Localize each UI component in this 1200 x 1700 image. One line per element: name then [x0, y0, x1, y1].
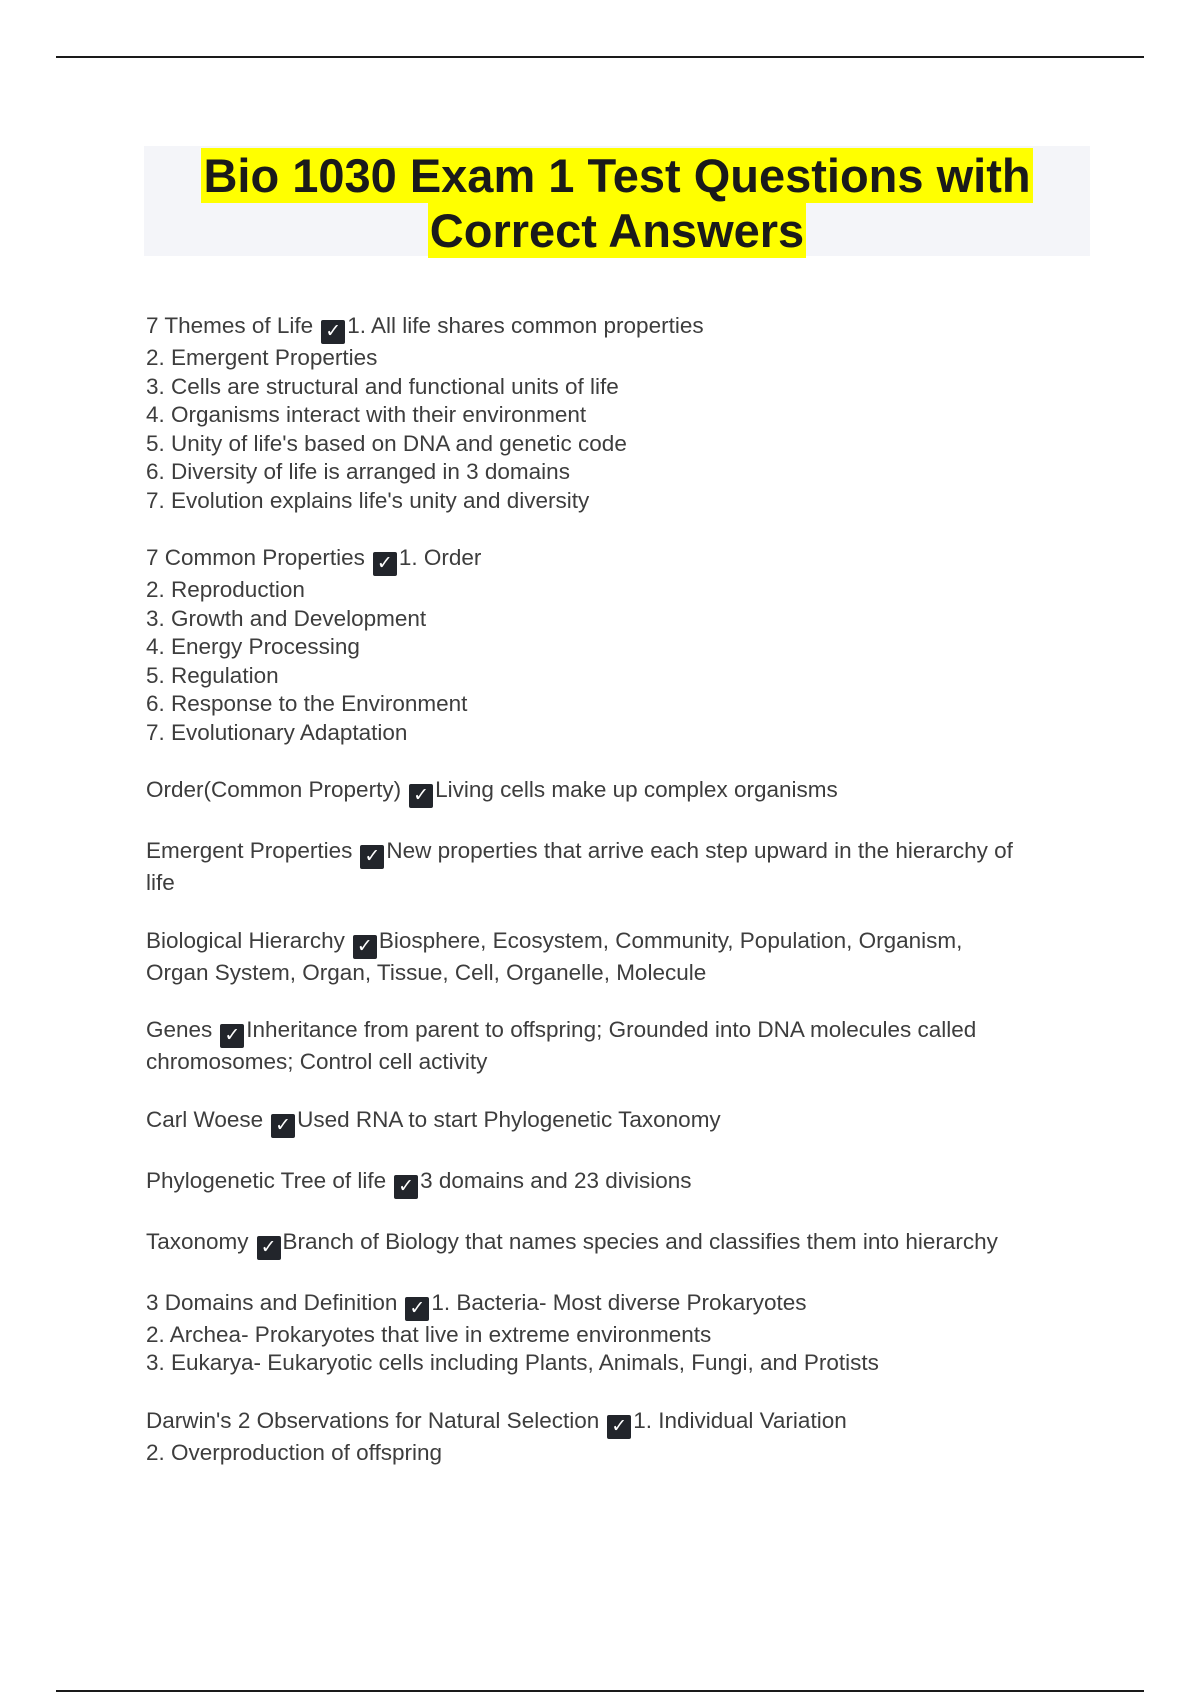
- qa-body: [146, 1167, 1106, 1199]
- qa-first-line: [146, 1228, 1106, 1260]
- qa-item: [146, 837, 1106, 898]
- qa-body: [146, 1016, 1106, 1077]
- qa-body: [146, 837, 1106, 898]
- answer-line: chromosomes; Control cell activity: [146, 1049, 488, 1074]
- qa-first-line: [146, 776, 1106, 808]
- answer-line: life: [146, 870, 175, 895]
- qa-body: [146, 776, 1106, 808]
- checkmark-icon: ✓: [353, 935, 377, 959]
- answer-text: Inheritance from parent to offspring; Grounded into DNA molecules called: [246, 1017, 977, 1042]
- answer-text: 1. Bacteria- Most diverse Prokaryotes: [431, 1289, 807, 1315]
- answer-line: 2. Overproduction of offspring: [146, 1439, 443, 1465]
- qa-item: [146, 776, 1106, 808]
- page-title-line-2: Correct Answers: [429, 204, 805, 257]
- page-title-line-1: Bio 1030 Exam 1 Test Questions with: [203, 149, 1031, 202]
- answer-text: Living cells make up complex organisms: [435, 777, 838, 802]
- checkmark-icon: ✓: [321, 320, 345, 344]
- checkmark-icon: ✓: [360, 845, 384, 869]
- answer-text: New properties that arrive each step upward in the hierarchy of: [386, 838, 1013, 863]
- answer-line: 4. Organisms interact with their environment: [146, 402, 587, 427]
- question-term: Darwin's 2 Observations for Natural Selection: [146, 1407, 600, 1433]
- question-term: Biological Hierarchy: [146, 927, 345, 953]
- checkmark-icon: ✓: [271, 1114, 295, 1138]
- checkmark-icon: ✓: [394, 1175, 418, 1199]
- answer-line: 7. Evolutionary Adaptation: [146, 719, 408, 745]
- qa-first-line: [146, 927, 1106, 959]
- qa-item: [146, 1289, 1106, 1378]
- question-term: Emergent Properties: [146, 838, 353, 863]
- question-term: 7 Themes of Life: [146, 313, 314, 338]
- checkmark-icon: ✓: [405, 1297, 429, 1321]
- qa-first-line: [146, 1289, 1106, 1321]
- answer-line: 4. Energy Processing: [146, 634, 360, 659]
- question-term: Order(Common Property): [146, 777, 402, 802]
- footer-rule: [56, 1690, 1144, 1692]
- answer-text: 3 domains and 23 divisions: [420, 1167, 692, 1193]
- answer-text: 1. Individual Variation: [633, 1407, 847, 1433]
- checkmark-icon: ✓: [607, 1415, 631, 1439]
- answer-line: 6. Response to the Environment: [146, 691, 468, 716]
- answer-line: Organ System, Organ, Tissue, Cell, Organelle, Molecule: [146, 959, 707, 985]
- qa-body: [146, 312, 1106, 515]
- qa-first-line: [146, 1407, 1106, 1439]
- checkmark-icon: ✓: [409, 784, 433, 808]
- answer-text: 1. Order: [398, 545, 482, 570]
- qa-body: [146, 927, 1106, 988]
- answer-text: Branch of Biology that names species and classifies them into hierarchy: [282, 1228, 998, 1254]
- qa-item: [146, 1106, 1106, 1138]
- qa-body: [146, 1407, 1106, 1468]
- qa-first-line: [146, 1167, 1106, 1199]
- qa-item: [146, 1228, 1106, 1260]
- header-rule: [56, 56, 1144, 58]
- answer-line: 5. Regulation: [146, 662, 279, 688]
- title-banner: [144, 146, 1090, 256]
- qa-item: [146, 544, 1106, 747]
- qa-body: [146, 544, 1106, 747]
- checkmark-icon: ✓: [220, 1024, 244, 1048]
- qa-first-line: [146, 837, 1106, 869]
- checkmark-icon: ✓: [373, 552, 397, 576]
- question-term: Phylogenetic Tree of life: [146, 1167, 387, 1193]
- answer-line: 2. Reproduction: [146, 577, 305, 602]
- qa-first-line: [146, 1016, 1106, 1048]
- answer-line: 5. Unity of life's based on DNA and genetic code: [146, 430, 627, 456]
- qa-item: [146, 1407, 1106, 1468]
- qa-item: [146, 1016, 1106, 1077]
- answer-text: Used RNA to start Phylogenetic Taxonomy: [297, 1106, 721, 1132]
- answer-line: 3. Growth and Development: [146, 605, 427, 631]
- checkmark-icon: ✓: [257, 1236, 281, 1260]
- answer-line: 7. Evolution explains life's unity and diversity: [146, 487, 590, 513]
- qa-body: [146, 1228, 1106, 1260]
- answer-line: 3. Cells are structural and functional units of life: [146, 373, 619, 399]
- qa-item: [146, 1167, 1106, 1199]
- answer-line: 2. Archea- Prokaryotes that live in extreme environments: [146, 1321, 712, 1347]
- question-term: 3 Domains and Definition: [146, 1289, 398, 1315]
- qa-body: [146, 1289, 1106, 1378]
- qa-body: [146, 1106, 1106, 1138]
- qa-first-line: [146, 544, 1106, 576]
- qa-list: [146, 312, 1106, 1496]
- qa-item: [146, 927, 1106, 988]
- question-term: Genes: [146, 1017, 213, 1042]
- answer-text: Biosphere, Ecosystem, Community, Population, Organism,: [378, 927, 963, 953]
- answer-text: 1. All life shares common properties: [347, 313, 704, 338]
- question-term: Carl Woese: [146, 1106, 264, 1132]
- qa-first-line: [146, 1106, 1106, 1138]
- question-term: 7 Common Properties: [146, 545, 365, 570]
- qa-first-line: [146, 312, 1106, 344]
- question-term: Taxonomy: [146, 1228, 249, 1254]
- answer-line: 3. Eukarya- Eukaryotic cells including Plants, Animals, Fungi, and Protists: [146, 1350, 879, 1375]
- answer-line: 2. Emergent Properties: [146, 345, 378, 370]
- answer-line: 6. Diversity of life is arranged in 3 domains: [146, 459, 570, 484]
- qa-item: [146, 312, 1106, 515]
